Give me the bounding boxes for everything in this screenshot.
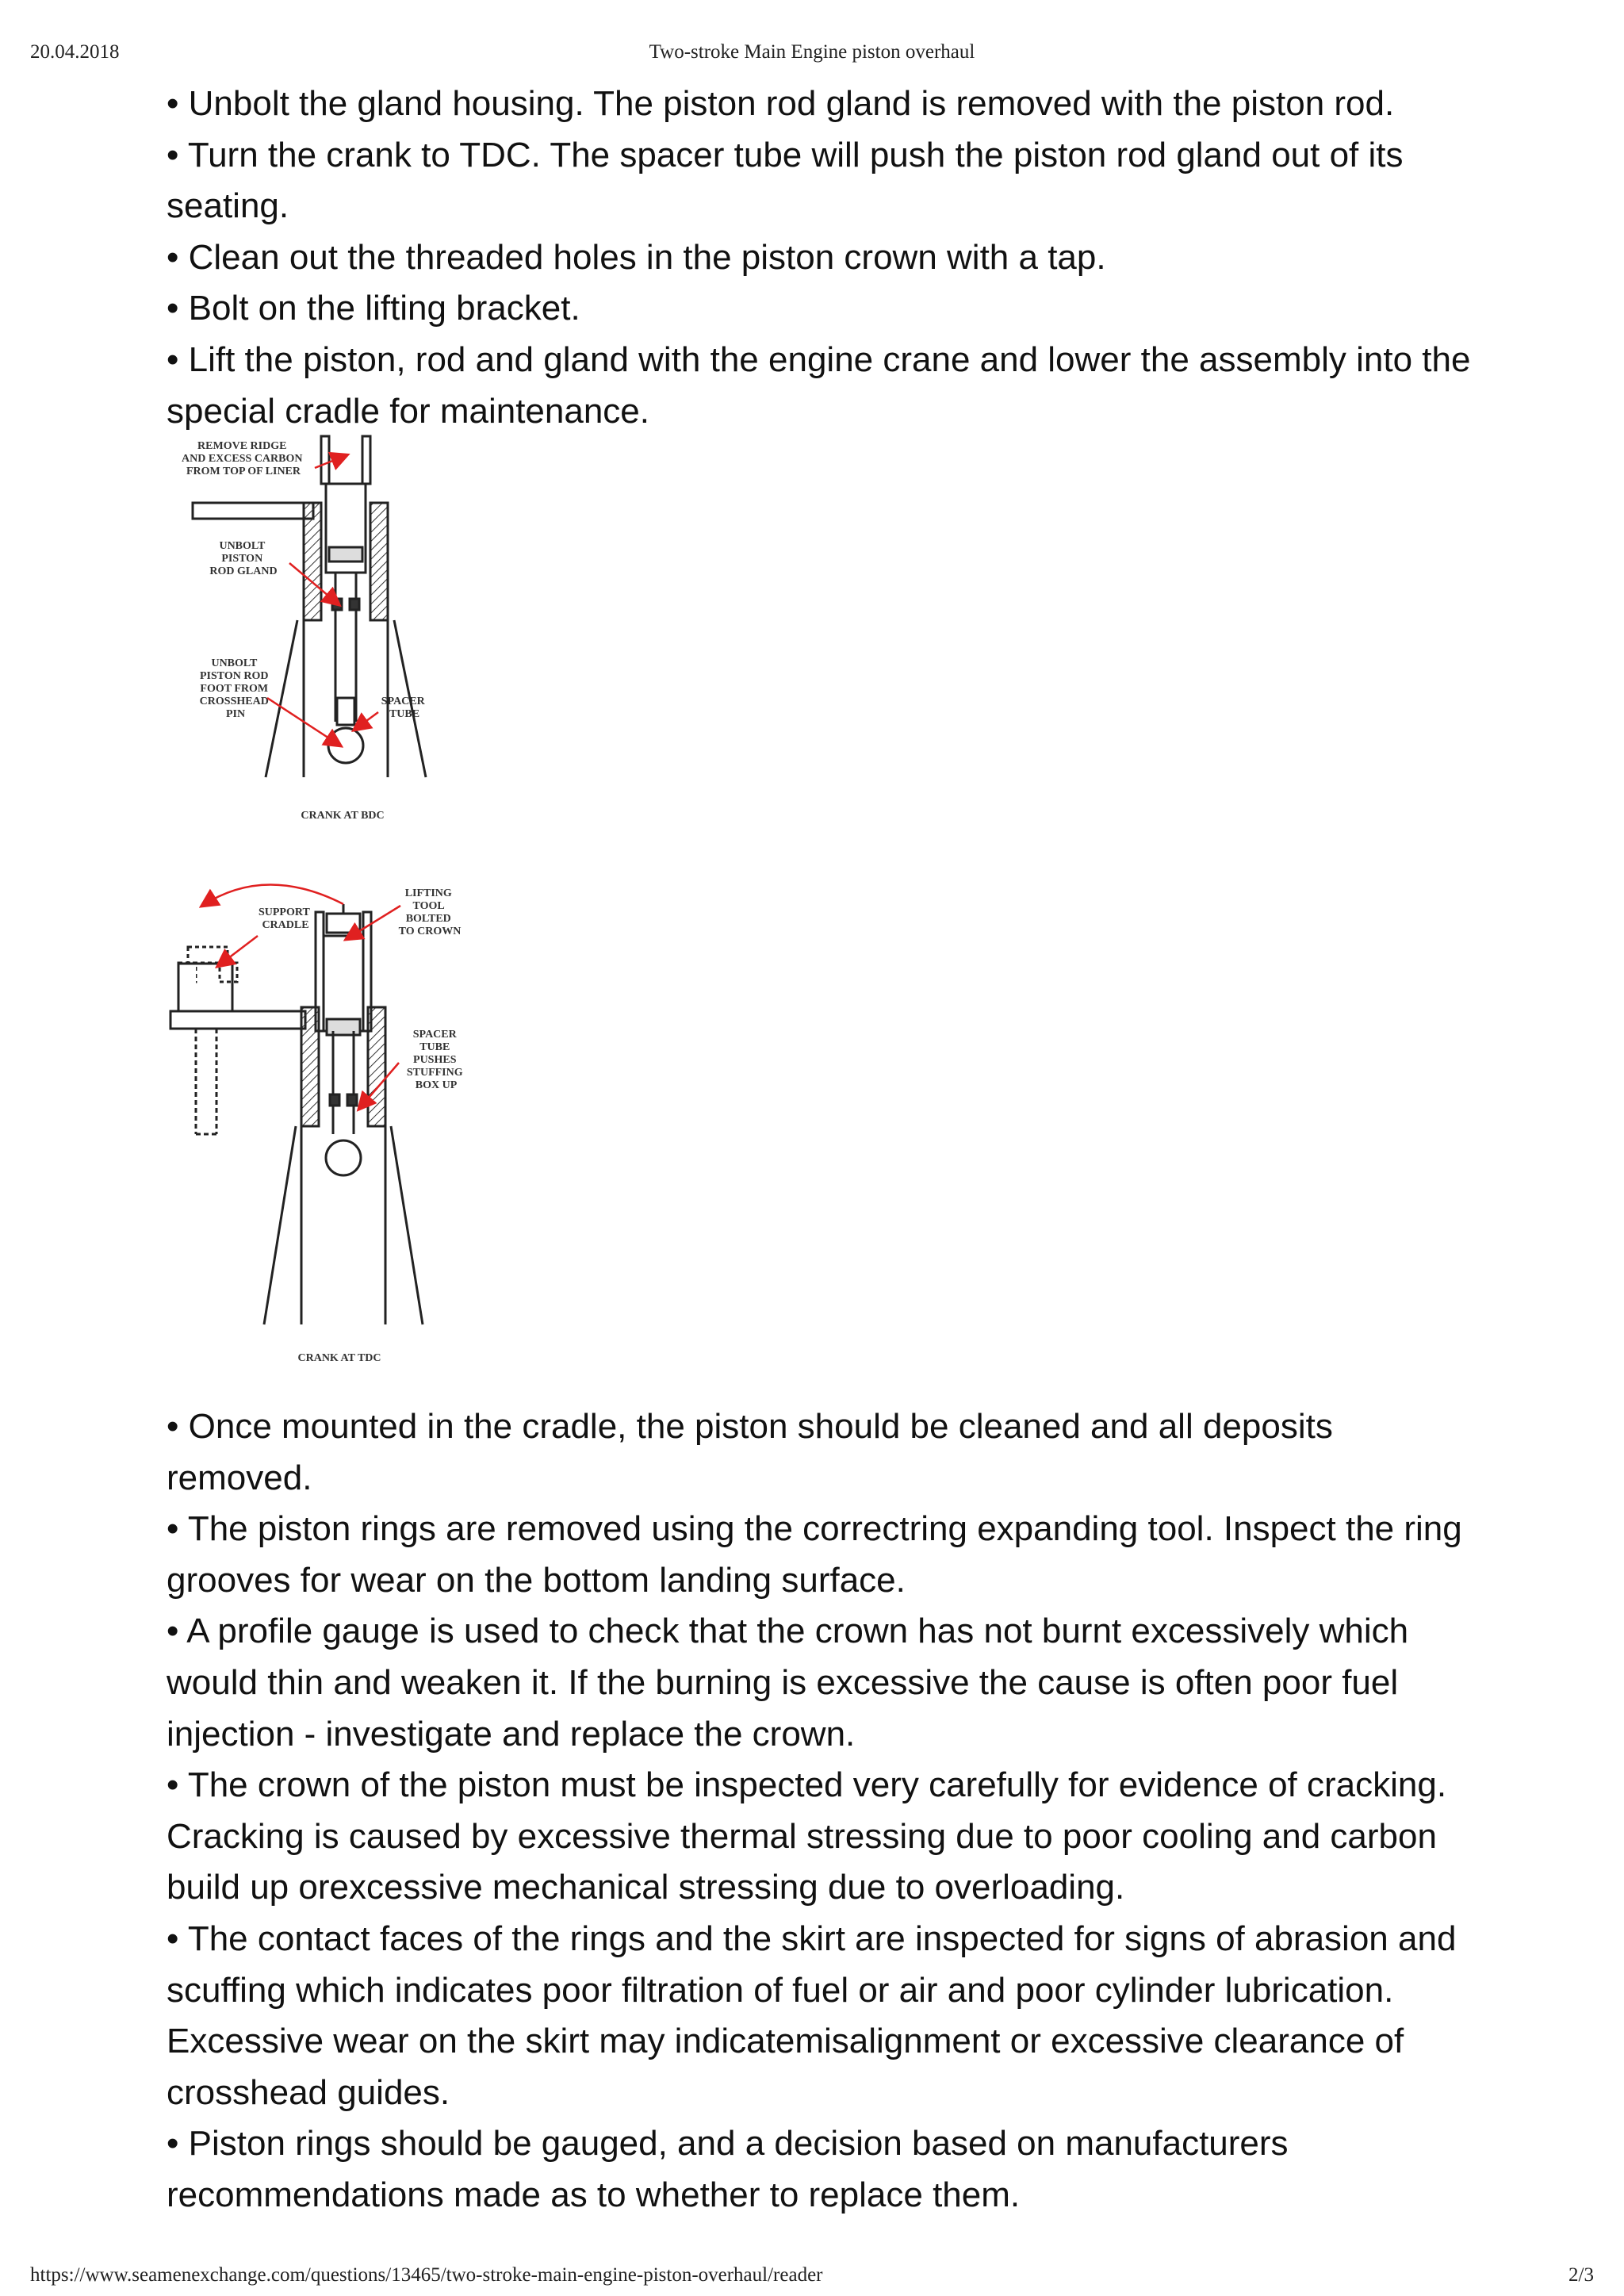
tdc-diagram-svg xyxy=(170,880,504,1372)
caption-crank-at-tdc: CRANK AT TDC xyxy=(297,1352,381,1364)
page-url: https://www.seamenexchange.com/questions/13465/two-stroke-main-engine-piston-overhaul/reader xyxy=(30,2264,823,2286)
tdc-engine-structure xyxy=(264,904,423,1324)
page-number: 2/3 xyxy=(1568,2264,1594,2286)
top-text-block xyxy=(167,79,1483,437)
paragraph: • Turn the crank to TDC. The spacer tube will push the piston rod gland out of its seating. xyxy=(167,135,1404,226)
page-title: Two-stroke Main Engine piston overhaul xyxy=(649,41,975,63)
paragraph: • The crown of the piston must be inspected very carefully for evidence of cracking. Cracking is caused by excessive thermal stressing due to poor cooling and carbon build up orexcessive mechanical stressing due to overloading. xyxy=(167,1765,1447,1907)
bottom-text-block xyxy=(167,1401,1483,2221)
label-spacer-pushes: SPACER TUBE PUSHES STUFFING BOX UP xyxy=(406,1029,463,1091)
paragraph: • The contact faces of the rings and the skirt are inspected for signs of abrasion and scuffing which indicates poor filtration of fuel or air and poor cylinder lubrication. Excessive wear on the skirt may indicatemisalignment or excessive clearance of crosshead guides. xyxy=(167,1918,1457,2112)
paragraph: • Clean out the threaded holes in the piston crown with a tap. xyxy=(167,237,1106,277)
diagram-crank-at-tdc xyxy=(170,880,504,1372)
paragraph: • Lift the piston, rod and gland with the engine crane and lower the assembly into the special cradle for maintenance. xyxy=(167,339,1471,431)
bdc-diagram-svg xyxy=(170,436,488,833)
paragraph: • Once mounted in the cradle, the piston should be cleaned and all deposits removed. xyxy=(167,1407,1333,1497)
label-support-cradle: SUPPORT CRADLE xyxy=(258,907,310,931)
diagram-crank-at-bdc xyxy=(170,436,488,833)
label-remove-ridge: REMOVE RIDGE AND EXCESS CARBON FROM TOP OF LINER xyxy=(182,440,303,477)
paragraph: • Unbolt the gland housing. The piston rod gland is removed with the piston rod. xyxy=(167,84,1395,123)
label-unbolt-foot: UNBOLT PISTON ROD FOOT FROM CROSSHEAD PIN xyxy=(199,657,269,720)
paragraph: • Piston rings should be gauged, and a decision based on manufacturers recommendations made as to whether to replace them. xyxy=(167,2124,1289,2214)
print-date: 20.04.2018 xyxy=(30,41,120,63)
label-lifting-tool: LIFTING TOOL BOLTED TO CROWN xyxy=(398,887,462,937)
label-unbolt-gland: UNBOLT PISTON ROD GLAND xyxy=(209,540,278,577)
paragraph: • A profile gauge is used to check that the crown has not burnt excessively which would thin and weaken it. If the burning is excessive the cause is often poor fuel injection - investigate and replace the crown. xyxy=(167,1612,1409,1754)
label-spacer-tube: SPACER TUBE xyxy=(381,696,425,720)
caption-crank-at-bdc: CRANK AT BDC xyxy=(301,810,385,822)
paragraph: • The piston rings are removed using the correctring expanding tool. Inspect the ring grooves for wear on the bottom landing surface. xyxy=(167,1509,1462,1600)
tdc-cradle xyxy=(170,947,305,1134)
paragraph: • Bolt on the lifting bracket. xyxy=(167,289,580,328)
